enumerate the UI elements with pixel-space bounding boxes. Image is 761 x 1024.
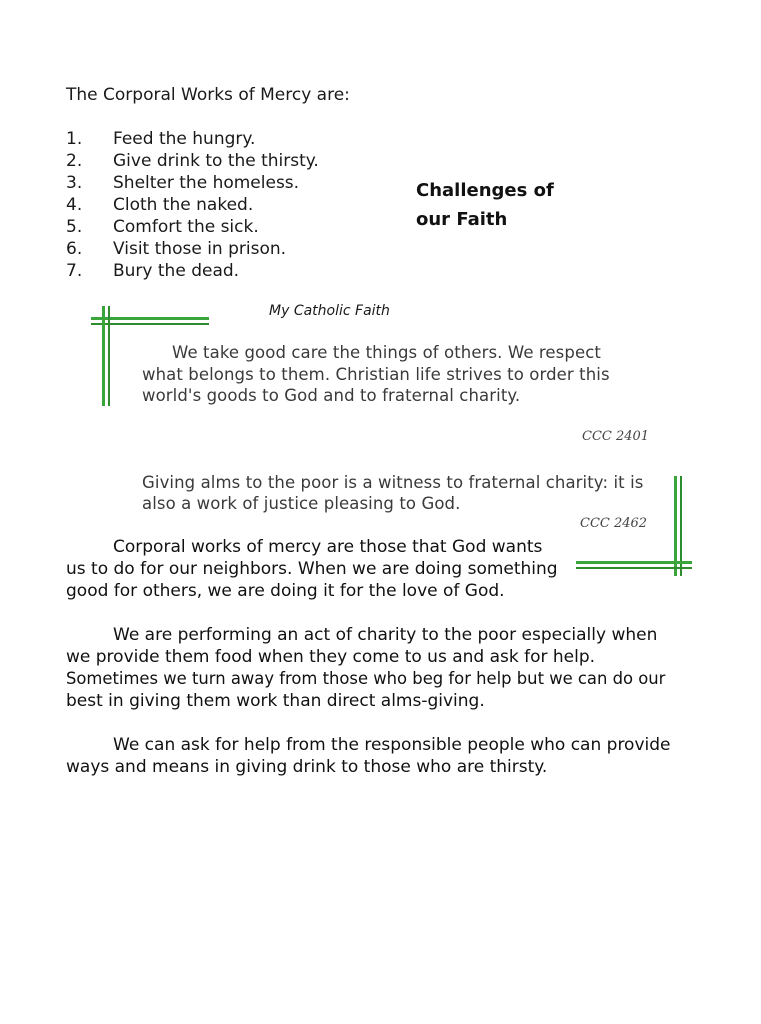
paragraph-line: Corporal works of mercy are those that God wants xyxy=(113,537,543,557)
list-text: Cloth the naked. xyxy=(113,195,254,215)
quote-line: world's goods to God and to fraternal charity. xyxy=(142,386,521,405)
frame-line xyxy=(108,306,110,406)
list-item xyxy=(66,173,299,193)
paragraph-line: us to do for our neighbors. When we are doing something xyxy=(66,559,558,579)
list-item xyxy=(66,195,253,215)
paragraph-line: best in giving them work than direct alms-giving. xyxy=(66,691,485,711)
quote-line: also a work of justice pleasing to God. xyxy=(142,494,461,513)
list-item xyxy=(66,261,239,281)
paragraph-line: Sometimes we turn away from those who beg for help but we can do our xyxy=(66,669,666,688)
citation-2: CCC 2462 xyxy=(580,516,648,531)
list-text: Shelter the homeless. xyxy=(113,173,300,193)
quote-line: We take good care the things of others. We respect xyxy=(172,343,601,362)
paragraph-line: ways and means in giving drink to those who are thirsty. xyxy=(66,757,548,777)
list-item xyxy=(66,239,286,259)
list-item xyxy=(66,151,319,171)
list-number: 2. xyxy=(66,151,83,171)
quote-line: Giving alms to the poor is a witness to fraternal charity: it is xyxy=(142,473,644,492)
list-text: Comfort the sick. xyxy=(113,217,259,237)
list-item xyxy=(66,129,255,149)
paragraph-line: good for others, we are doing it for the love of God. xyxy=(66,581,505,601)
paragraph-line: We can ask for help from the responsible people who can provide xyxy=(113,735,671,755)
page-title-line2: our Faith xyxy=(416,209,508,230)
list-text: Feed the hungry. xyxy=(113,129,256,149)
list-text: Give drink to the thirsty. xyxy=(113,151,319,171)
quote-line: what belongs to them. Christian life strives to order this xyxy=(142,365,610,384)
list-number: 4. xyxy=(66,195,83,215)
citation-1: CCC 2401 xyxy=(582,429,650,444)
paragraph-line: we provide them food when they come to us and ask for help. xyxy=(66,647,596,667)
list-text: Bury the dead. xyxy=(113,261,240,281)
paragraph-line: We are performing an act of charity to the poor especially when xyxy=(113,625,658,645)
intro-heading: The Corporal Works of Mercy are: xyxy=(66,85,350,105)
list-number: 7. xyxy=(66,261,83,281)
list-number: 5. xyxy=(66,217,83,237)
list-text: Visit those in prison. xyxy=(113,239,287,259)
frame-line xyxy=(102,306,105,406)
frame-line xyxy=(576,561,692,564)
list-number: 6. xyxy=(66,239,83,259)
box-heading: My Catholic Faith xyxy=(269,303,390,319)
list-item xyxy=(66,217,259,237)
frame-line xyxy=(576,567,692,569)
list-number: 3. xyxy=(66,173,83,193)
list-number: 1. xyxy=(66,129,83,149)
page-title-line1: Challenges of xyxy=(416,180,554,201)
